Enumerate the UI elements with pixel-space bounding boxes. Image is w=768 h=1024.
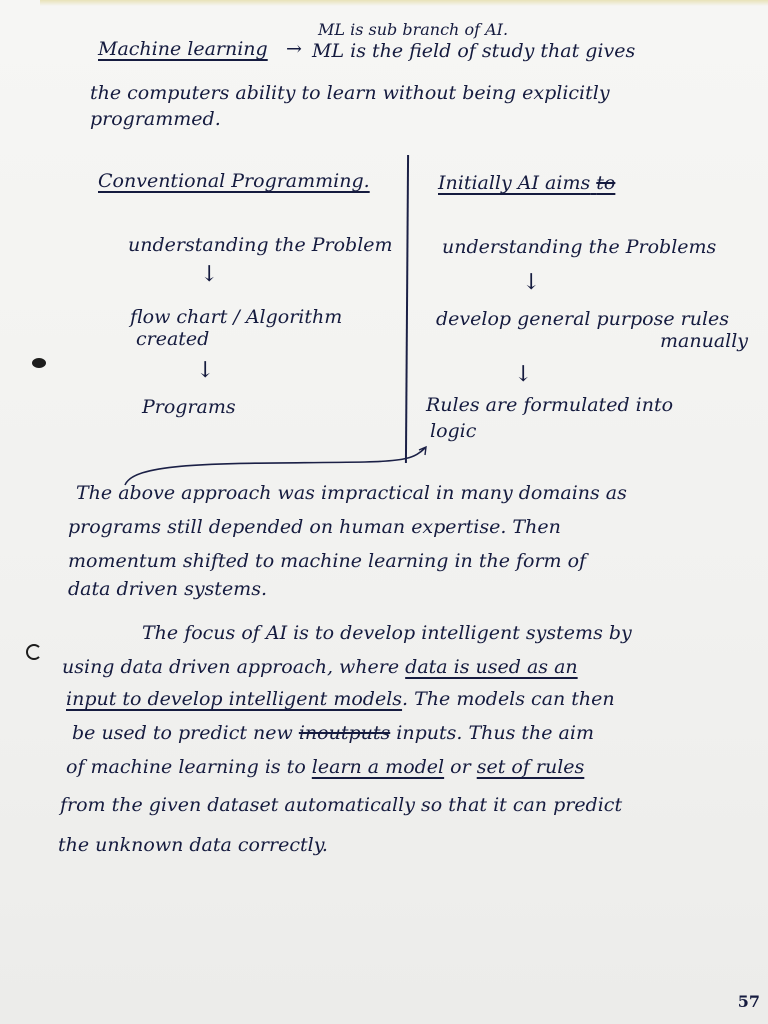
page-top-edge (40, 0, 768, 6)
left-arrow-1: ↓ (200, 262, 219, 287)
paragraph-2-line-3: input to develop intelligent models. The models can then (66, 688, 615, 710)
definition-line-3: programmed. (90, 108, 221, 130)
paragraph-1-line-1: The above approach was impractical in many domains as (76, 482, 627, 504)
note-above-title: ML is sub branch of AI. (318, 20, 509, 39)
right-step-2-line-2: manually (660, 330, 749, 352)
paragraph-2-line-2: using data driven approach, where data is used as an (62, 656, 578, 678)
definition-line-2: the computers ability to learn without being explicitly (90, 82, 610, 104)
heading-conventional-programming: Conventional Programming. (98, 170, 370, 192)
definition-line-1: ML is the field of study that gives (312, 40, 636, 62)
left-step-3: Programs (142, 396, 236, 418)
paragraph-2-line-4: be used to predict new inoutputs inputs. Thus the aim (72, 722, 594, 744)
right-step-3-line-2: logic (430, 420, 477, 442)
right-step-2-line-1: develop general purpose rules (436, 308, 730, 330)
title-machine-learning: Machine learning (98, 38, 268, 60)
definition-arrow: → (286, 38, 302, 60)
right-arrow-2: ↓ (514, 362, 533, 387)
left-step-1: understanding the Problem (128, 234, 393, 256)
paragraph-1-line-3: momentum shifted to machine learning in the form of (68, 550, 587, 572)
column-divider (405, 155, 409, 463)
paragraph-2-line-5: of machine learning is to learn a model or set of rules (66, 756, 585, 778)
left-arrow-2: ↓ (196, 358, 215, 383)
heading-initially-ai-aims: Initially AI aims to (438, 172, 616, 194)
paragraph-2-line-1: The focus of AI is to develop intelligent systems by (142, 622, 632, 644)
right-step-3-line-1: Rules are formulated into (426, 394, 674, 416)
page-number: 57 (737, 992, 760, 1011)
left-step-2-line-2: created (136, 328, 210, 350)
binder-hole-top (32, 358, 46, 368)
paragraph-2-line-6: from the given dataset automatically so that it can predict (60, 794, 623, 816)
paragraph-1-line-2: programs still depended on human expertise. Then (68, 516, 561, 538)
paragraph-1-line-4: data driven systems. (68, 578, 267, 600)
binder-hole-bottom (26, 644, 42, 660)
left-step-2-line-1: flow chart / Algorithm (130, 306, 343, 328)
paragraph-2-line-7: the unknown data correctly. (58, 834, 328, 856)
right-arrow-1: ↓ (522, 270, 541, 295)
right-step-1: understanding the Problems (442, 236, 717, 258)
